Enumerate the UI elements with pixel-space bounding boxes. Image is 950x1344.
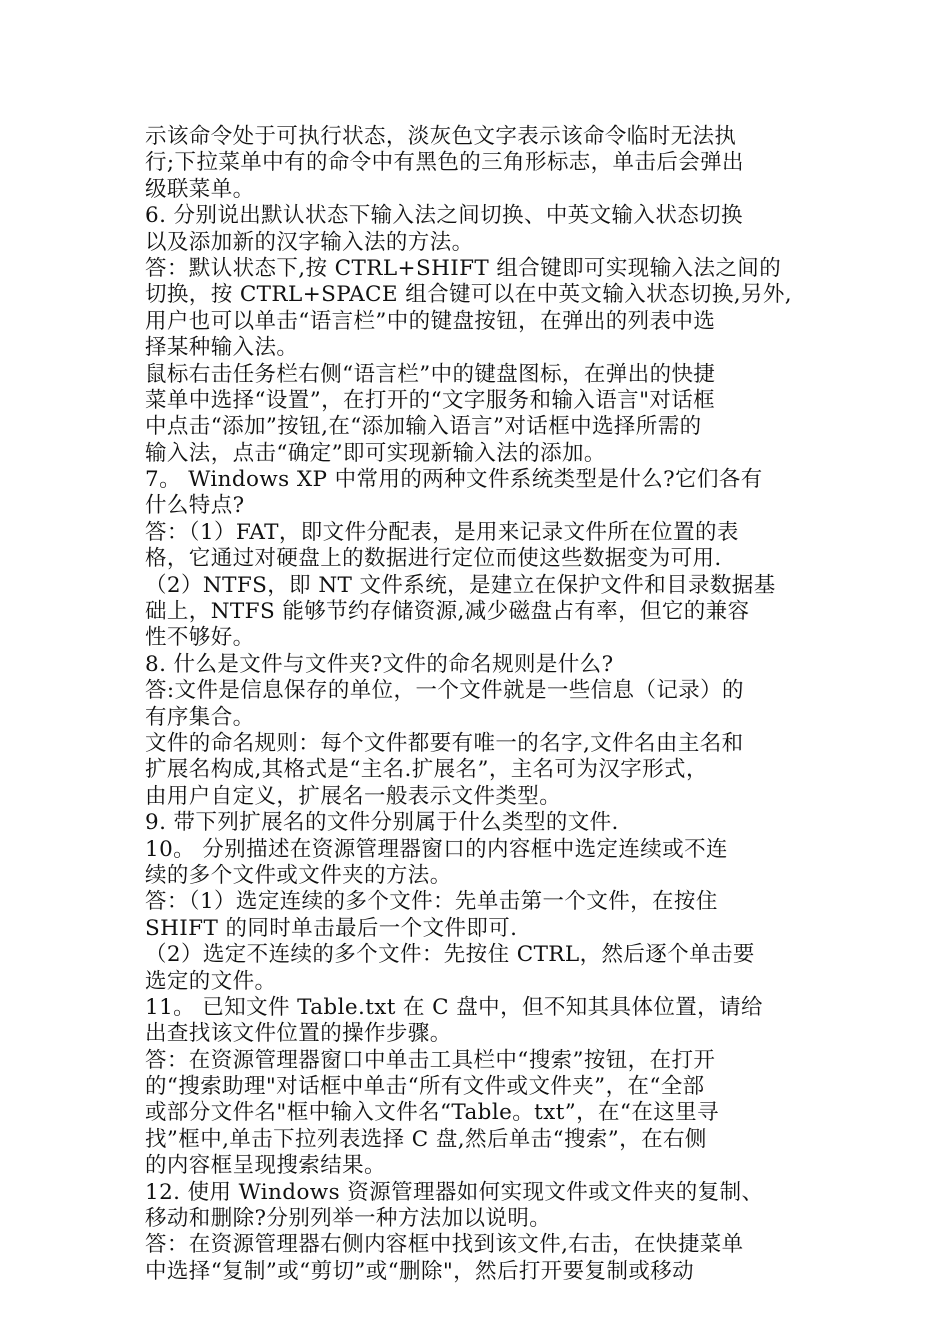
text-line-2: 行;下拉菜单中有的命令中有黑色的三角形标志，单击后会弹出 <box>145 150 744 176</box>
question-12-line-1: 12. 使用 Windows 资源管理器如何实现文件或文件夹的复制、 <box>145 1179 764 1205</box>
answer-11-line-1: 答：在资源管理器窗口中单击工具栏中“搜索”按钮，在打开 <box>145 1047 716 1073</box>
answer-8-line-4: 扩展名构成,其格式是“主名.扩展名”，主名可为汉字形式， <box>145 757 708 783</box>
answer-6-line-3: 用户也可以单击“语言栏”中的键盘按钮，在弹出的列表中选 <box>145 308 716 334</box>
answer-8-line-3: 文件的命名规则：每个文件都要有唯一的名字,文件名由主名和 <box>145 730 744 756</box>
answer-6-line-4: 择某种输入法。 <box>145 335 299 361</box>
question-7-line-2: 什么特点? <box>145 493 245 519</box>
answer-7-line-2: 格，它通过对硬盘上的数据进行定位而使这些数据变为可用. <box>145 546 722 572</box>
answer-10-line-2: SHIFT 的同时单击最后一个文件即可. <box>145 915 518 941</box>
answer-6-line-7: 中点击“添加”按钮,在“添加输入语言”对话框中选择所需的 <box>145 414 702 440</box>
question-11-line-2: 出查找该文件位置的操作步骤。 <box>145 1021 452 1047</box>
question-6-line-1: 6. 分别说出默认状态下输入法之间切换、中英文输入状态切换 <box>145 203 743 229</box>
question-6-line-2: 以及添加新的汉字输入法的方法。 <box>145 229 474 255</box>
question-11-line-1: 11。 已知文件 Table.txt 在 C 盘中，但不知其具体位置，请给 <box>145 994 763 1020</box>
answer-11-line-4: 找”框中,单击下拉列表选择 C 盘,然后单击“搜索”，在右侧 <box>145 1126 707 1152</box>
answer-8-line-5: 由用户自定义，扩展名一般表示文件类型。 <box>145 783 562 809</box>
answer-10-line-3: （2）选定不连续的多个文件：先按住 CTRL，然后逐个单击要 <box>145 942 755 968</box>
answer-7-line-5: 性不够好。 <box>145 625 255 651</box>
question-9-line-1: 9. 带下列扩展名的文件分别属于什么类型的文件. <box>145 810 619 836</box>
question-10-line-2: 续的多个文件或文件夹的方法。 <box>145 862 452 888</box>
answer-8-line-1: 答:文件是信息保存的单位，一个文件就是一些信息（记录）的 <box>145 678 744 704</box>
answer-7-line-4: 础上，NTFS 能够节约存储资源,减少磁盘占有率，但它的兼容 <box>145 599 750 625</box>
answer-11-line-5: 的内容框呈现搜索结果。 <box>145 1153 386 1179</box>
answer-12-line-2: 中选择“复制”或“剪切”或“删除"，然后打开要复制或移动 <box>145 1258 695 1284</box>
answer-10-line-1: 答：（1）选定连续的多个文件：先单击第一个文件，在按住 <box>145 889 718 915</box>
document-page <box>145 124 810 1285</box>
answer-6-line-5: 鼠标右击任务栏右侧“语言栏”中的键盘图标，在弹出的快捷 <box>145 361 716 387</box>
question-10-line-1: 10。 分别描述在资源管理器窗口的内容框中选定连续或不连 <box>145 836 728 862</box>
text-line-1: 示该命令处于可执行状态，淡灰色文字表示该命令临时无法执 <box>145 124 737 149</box>
answer-11-line-3: 或部分文件名"框中输入文件名“Table。txt”，在“在这里寻 <box>145 1100 719 1126</box>
answer-7-line-1: 答：（1）FAT，即文件分配表，是用来记录文件所在位置的表 <box>145 519 739 545</box>
question-12-line-2: 移动和删除?分别列举一种方法加以说明。 <box>145 1206 552 1232</box>
answer-10-line-4: 选定的文件。 <box>145 968 277 994</box>
answer-8-line-2: 有序集合。 <box>145 704 255 730</box>
question-7-line-1: 7。 Windows XP 中常用的两种文件系统类型是什么?它们各有 <box>145 467 763 493</box>
answer-6-line-6: 菜单中选择“设置”，在打开的“文字服务和输入语言"对话框 <box>145 387 716 413</box>
text-line-3: 级联菜单。 <box>145 176 255 202</box>
question-8-line-1: 8. 什么是文件与文件夹?文件的命名规则是什么? <box>145 651 614 677</box>
answer-6-line-8: 输入法，点击“确定”即可实现新输入法的添加。 <box>145 440 606 466</box>
answer-6-line-1: 答：默认状态下,按 CTRL+SHIFT 组合键即可实现输入法之间的 <box>145 255 782 281</box>
answer-6-line-2: 切换，按 CTRL+SPACE 组合键可以在中英文输入状态切换,另外, <box>145 282 793 308</box>
answer-7-line-3: （2）NTFS，即 NT 文件系统，是建立在保护文件和目录数据基 <box>145 572 776 598</box>
answer-11-line-2: 的“搜索助理"对话框中单击“所有文件或文件夹”，在“全部 <box>145 1074 705 1100</box>
answer-12-line-1: 答：在资源管理器右侧内容框中找到该文件,右击，在快捷菜单 <box>145 1232 744 1258</box>
